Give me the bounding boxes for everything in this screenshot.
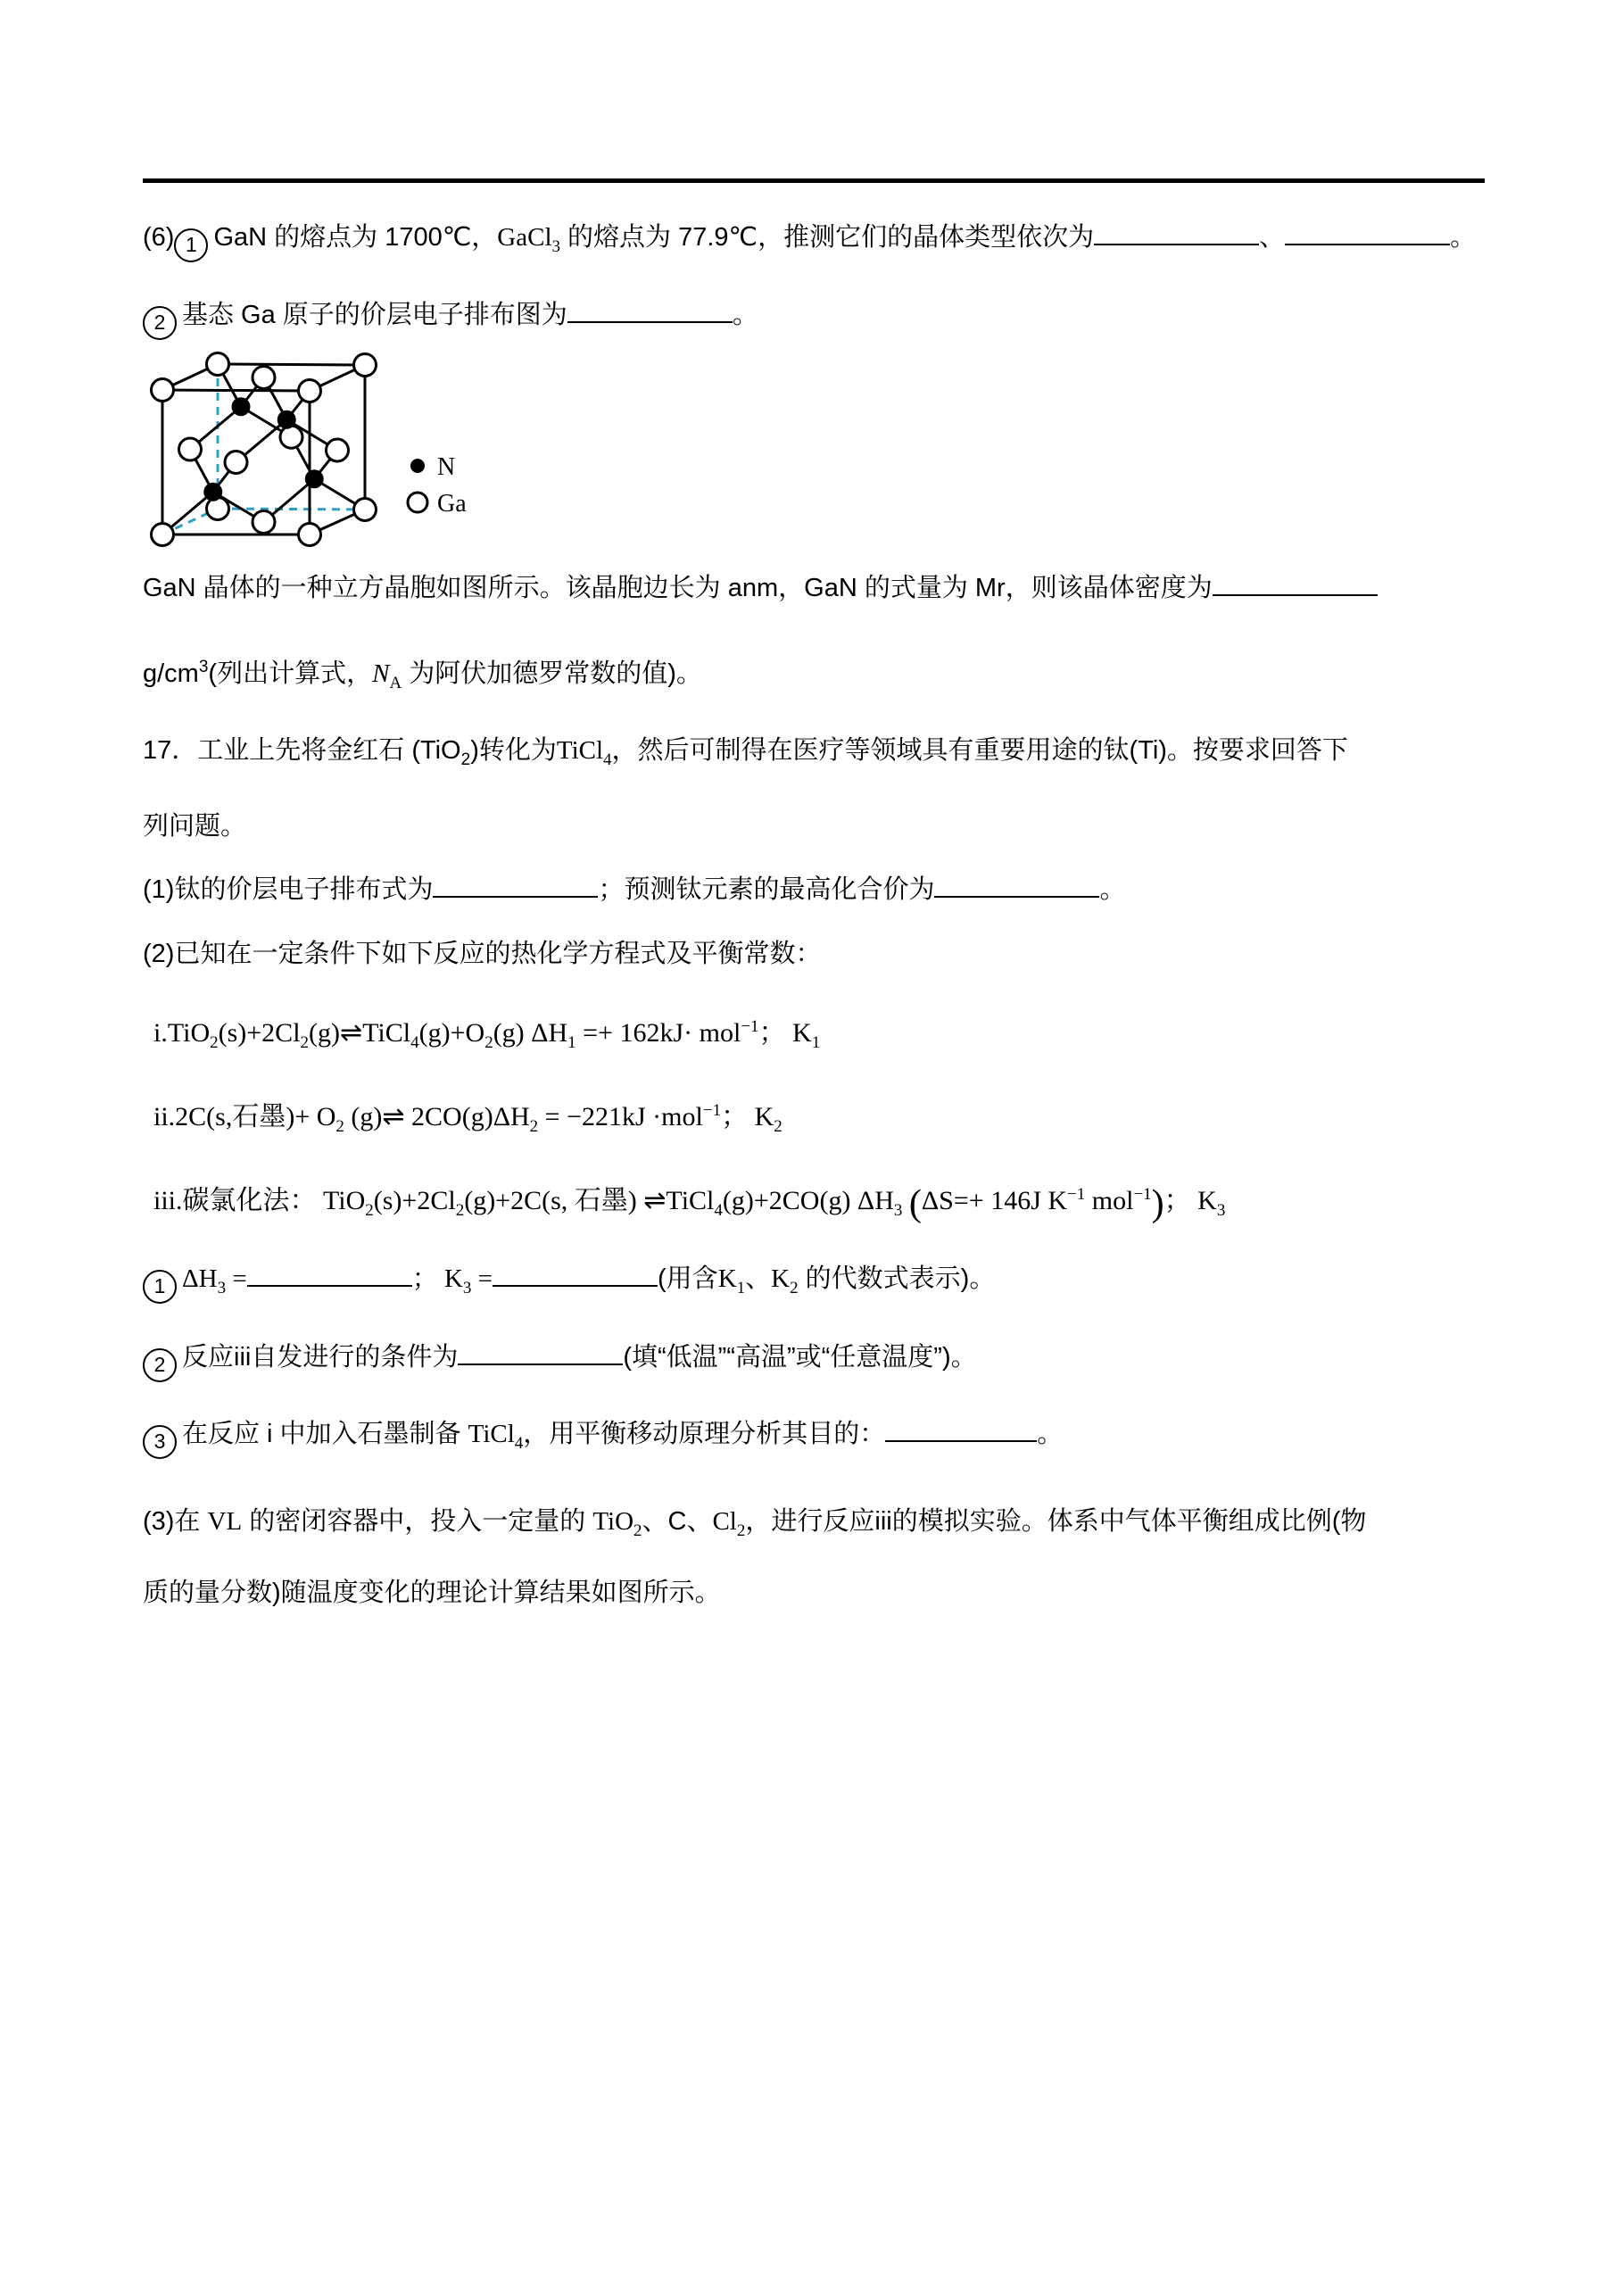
- answer-blank: [1213, 568, 1378, 596]
- equilibrium-arrow: ⇌: [340, 1017, 363, 1049]
- legend-ga-label: Ga: [437, 490, 467, 518]
- question-17-part-3-line-2: 质的量分数)随温度变化的理论计算结果如图所示。: [143, 1579, 721, 1607]
- ga-atom-marker: [408, 493, 427, 512]
- legend-n-label: N: [437, 453, 456, 481]
- equation-ii: ii.2C(s,石墨)+ $O_2$ (g)⇌ $2CO(g)\Delta H_2 = -221kJ \cdot mol^{-1}$； $K_2$: [153, 1101, 783, 1136]
- item-number: (6): [143, 223, 175, 252]
- circled-2: 2: [143, 1348, 177, 1382]
- right-paren: ): [1151, 1183, 1164, 1224]
- question-17-part-3-line-1: (3)在 VL 的密闭容器中，投入一定量的 TiO$_2$、C、$Cl_2$，进行反应iii的模拟实验。体系中气体平衡组成比例(物: [143, 1507, 1367, 1540]
- answer-blank: [433, 869, 598, 898]
- question-17-part-2-item-1: 1 $\Delta H_3$ = ； $K_3$ = (用含$K_1$、$K_2$ 的代数式表示)。: [143, 1258, 995, 1309]
- answer-blank: [458, 1337, 623, 1365]
- unit-cell-caption-line-1: GaN 晶体的一种立方晶胞如图所示。该晶胞边长为 anm，GaN 的式量为 Mr，则该晶体密度为: [143, 568, 1378, 609]
- answer-blank: [567, 294, 733, 323]
- question-6-item-1: (6) 1 GaN 的熔点为 1700℃，GaCl$_3$ 的熔点为 77.9℃，推测它们的晶体类型依次为 、 。: [143, 217, 1476, 268]
- legend: [408, 453, 467, 518]
- question-17-part-1: (1)钛的价层电子排布式为 ；预测钛元素的最高化合价为 。: [143, 869, 1125, 910]
- answer-blank: [1285, 217, 1450, 245]
- answer-blank: [1094, 217, 1259, 245]
- equilibrium-arrow: ⇌: [643, 1185, 667, 1216]
- question-17-intro-line-2: 列问题。: [143, 812, 247, 841]
- gan-unit-cell-figure: [143, 350, 518, 555]
- equation-iii: iii.碳氯化法： $TiO_2(s)+2Cl_2(g)+2C(s$, 石墨) ⇌TiCl$_4$(g)+2CO(g) $\Delta H_3$ (ΔS=+ 146J $K^{-1}$ mol$^{-1}$)； $K_3$: [153, 1183, 1226, 1224]
- circled-2: 2: [143, 306, 177, 340]
- question-6-item-2: 2 基态 Ga 原子的价层电子排布图为 。: [143, 294, 758, 340]
- answer-blank: [247, 1258, 412, 1287]
- circled-3: 3: [143, 1425, 177, 1459]
- answer-blank: [493, 1258, 658, 1287]
- answer-blank: [885, 1413, 1037, 1442]
- question-17-part-2-item-3: 3 在反应 i 中加入石墨制备 TiCl$_4$，用平衡移动原理分析其目的： 。: [143, 1413, 1063, 1464]
- unit-cell-caption-line-2: $g/cm^3$(列出计算式，$N_A$ 为阿伏加德罗常数的值)。: [143, 658, 702, 692]
- circled-1: 1: [143, 1270, 177, 1304]
- question-17-part-2-heading: (2)已知在一定条件下如下反应的热化学方程式及平衡常数：: [143, 940, 822, 968]
- question-17-intro-line-1: 17．工业上先将金红石 (TiO$_2$)转化为TiCl$_4$，然后可制得在医疗等领域具有重要用途的钛(Ti)。按要求回答下: [143, 736, 1348, 769]
- n-atom-marker: [410, 459, 425, 473]
- question-17-part-2-item-2: 2 反应iii自发进行的条件为 (填“低温”“高温”或“任意温度”)。: [143, 1337, 977, 1382]
- top-rule: [143, 178, 1485, 183]
- equation-i: $i.TiO_2(s)+2Cl_2(g)\rightleftharpoons TiCl_4(g)+O_2(g) \Delta H_1 =+ 162kJ\cdot mol^{-1}$； $K_1$: [153, 1017, 821, 1052]
- equilibrium-arrow: ⇌: [382, 1101, 405, 1132]
- answer-blank: [934, 869, 1099, 898]
- circled-1: 1: [174, 228, 208, 262]
- left-paren: (: [908, 1183, 922, 1224]
